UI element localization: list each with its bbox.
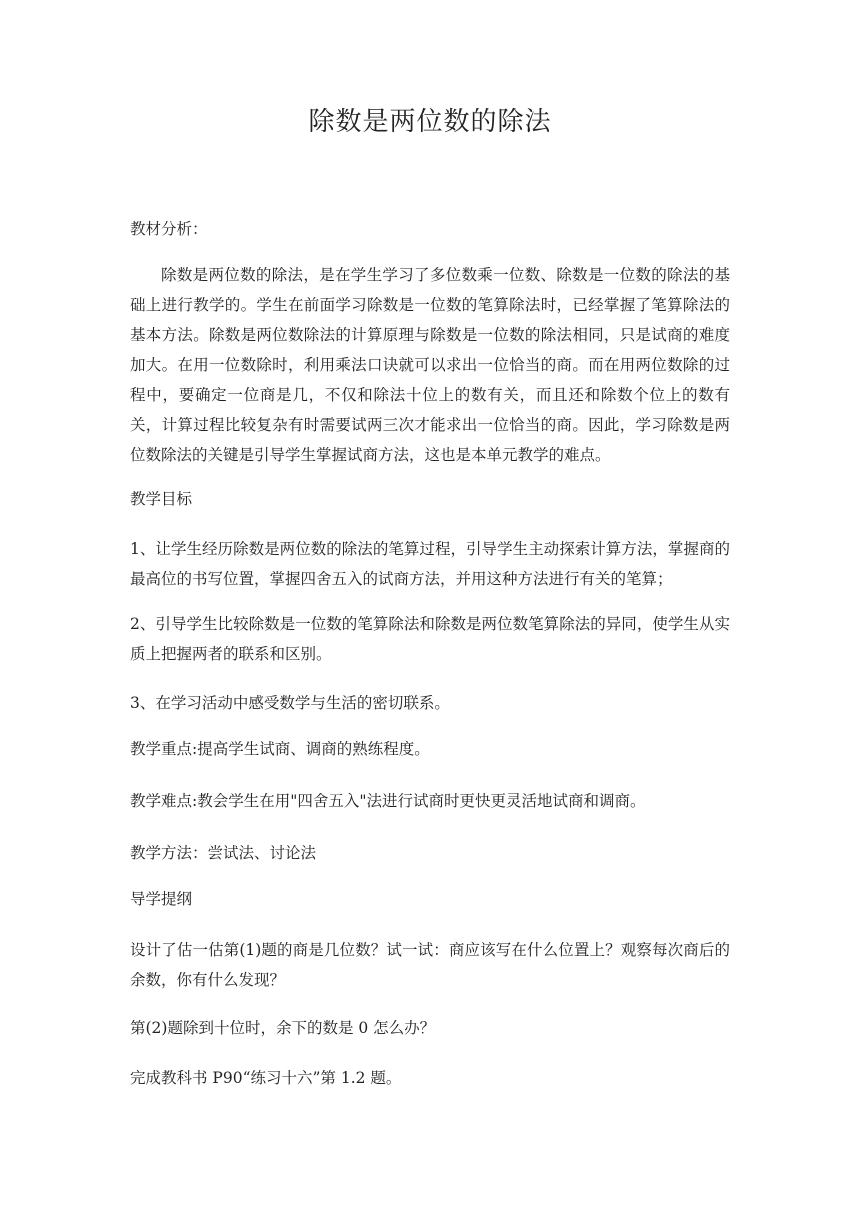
outline-item-1: 设计了估一估第(1)题的商是几位数？试一试：商应该写在什么位置上？观察每次商后的余数，你有什么发现？ (130, 941, 730, 989)
section-heading-goals: 教学目标 (130, 490, 193, 508)
key-point: 教学重点:提高学生试商、调商的熟练程度。 (130, 740, 430, 758)
outline-item-2: 第(2)题除到十位时，余下的数是 0 怎么办？ (130, 1019, 436, 1037)
goal-item-2: 2、引导学生比较除数是一位数的笔算除法和除数是两位数笔算除法的异同，使学生从实质上把握两者的联系和区别。 (130, 615, 730, 663)
outline-item-3: 完成教科书 P90“练习十六”第 1.2 题。 (130, 1069, 402, 1087)
difficulty: 教学难点:教会学生在用"四舍五入"法进行试商时更快更灵活地试商和调商。 (130, 792, 646, 810)
section-heading-outline: 导学提纲 (130, 890, 193, 908)
teaching-method: 教学方法：尝试法、讨论法 (130, 844, 317, 862)
section-heading-analysis: 教材分析： (130, 220, 208, 238)
goal-item-1: 1、让学生经历除数是两位数的除法的笔算过程，引导学生主动探索计算方法，掌握商的最高位的书写位置，掌握四舍五入的试商方法，并用这种方法进行有关的笔算； (130, 540, 730, 588)
analysis-paragraph: 除数是两位数的除法，是在学生学习了多位数乘一位数、除数是一位数的除法的基础上进行教学的。学生在前面学习除数是一位数的笔算除法时，已经掌握了笔算除法的基本方法。除数是两位数除法的计算原理与除数是一位数的除法相同，只是试商的难度加大。在用一位数除时，利用乘法口诀就可以求出一位恰当的商。而在用两位数除的过程中，要确定一位商是几，不仅和除法十位上的数有关，而且还和除数个位上的数有关，计算过程比较复杂有时需要试两三次才能求出一位恰当的商。因此，学习除数是两位数除法的关键是引导学生掌握试商方法，这也是本单元教学的难点。 (130, 266, 730, 464)
goal-item-3: 3、在学习活动中感受数学与生活的密切联系。 (130, 694, 450, 712)
document-title: 除数是两位数的除法 (308, 107, 552, 137)
